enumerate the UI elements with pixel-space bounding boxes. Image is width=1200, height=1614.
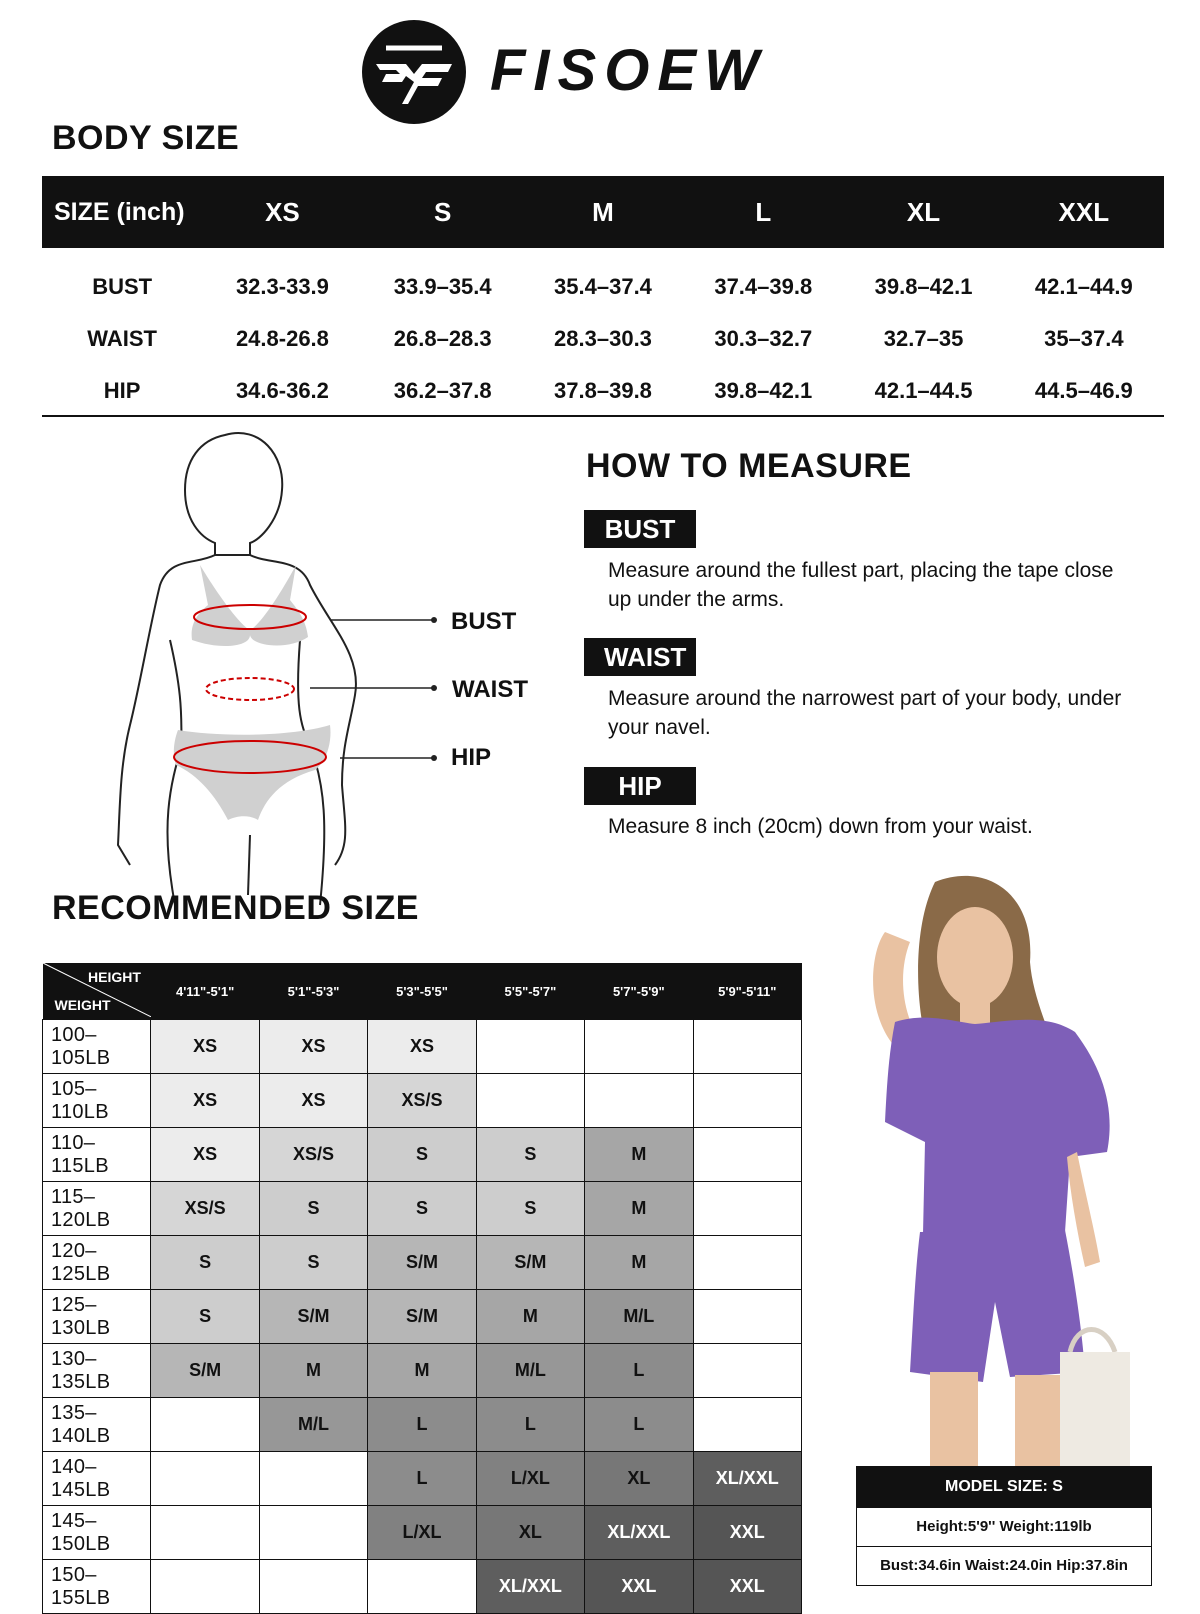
size-cell: XS xyxy=(368,1020,476,1074)
size-cell: S xyxy=(368,1128,476,1182)
weight-label: 140–145LB xyxy=(43,1452,151,1506)
size-cell: M xyxy=(259,1344,367,1398)
size-cell xyxy=(693,1236,801,1290)
table-row xyxy=(43,1074,802,1128)
table-cell: 44.5–46.9 xyxy=(1034,378,1133,403)
measure-desc-hip: Measure 8 inch (20cm) down from your waist. xyxy=(608,815,1033,838)
row-label: HIP xyxy=(103,378,141,403)
body-size-header-xl: XL xyxy=(843,176,1003,248)
table-row xyxy=(43,1128,802,1182)
row-label: BUST xyxy=(92,274,153,299)
size-cell: S xyxy=(259,1182,367,1236)
size-cell xyxy=(585,1074,693,1128)
table-cell: 36.2–37.8 xyxy=(393,378,492,403)
body-size-header-xxl: XXL xyxy=(1004,176,1164,248)
size-cell: XS xyxy=(259,1020,367,1074)
size-cell xyxy=(476,1074,584,1128)
measure-tag-hip: HIP xyxy=(584,767,696,805)
how-to-measure-title: HOW TO MEASURE xyxy=(586,447,912,485)
size-cell: L xyxy=(585,1344,693,1398)
body-size-header-m: M xyxy=(523,176,683,248)
size-cell: XL/XXL xyxy=(585,1506,693,1560)
corner-weight-label: WEIGHT xyxy=(54,997,111,1013)
table-cell: 26.8–28.3 xyxy=(393,326,492,351)
weight-label: 110–115LB xyxy=(43,1128,151,1182)
table-row xyxy=(43,1236,802,1290)
table-cell: 42.1–44.5 xyxy=(874,378,973,403)
size-cell xyxy=(693,1182,801,1236)
weight-label: 100–105LB xyxy=(43,1020,151,1074)
size-cell: XXL xyxy=(585,1560,693,1614)
size-cell: XS xyxy=(151,1020,259,1074)
size-cell: M xyxy=(585,1128,693,1182)
size-cell xyxy=(151,1398,259,1452)
size-cell: S/M xyxy=(368,1236,476,1290)
weight-label: 130–135LB xyxy=(43,1344,151,1398)
size-cell: S/M xyxy=(368,1290,476,1344)
size-cell xyxy=(151,1560,259,1614)
body-size-header-xs: XS xyxy=(202,176,362,248)
size-cell xyxy=(693,1290,801,1344)
size-cell: XS/S xyxy=(259,1128,367,1182)
table-row xyxy=(43,1290,802,1344)
table-row xyxy=(43,1020,802,1074)
size-cell: M xyxy=(585,1182,693,1236)
size-cell: XS xyxy=(151,1074,259,1128)
table-row xyxy=(43,1560,802,1614)
figure-label-hip: HIP xyxy=(451,744,492,771)
table-cell: 33.9–35.4 xyxy=(393,274,492,299)
size-cell: XS xyxy=(151,1128,259,1182)
size-cell: S xyxy=(151,1290,259,1344)
size-cell: M/L xyxy=(259,1398,367,1452)
model-height-weight: Height:5'9'' Weight:119lb xyxy=(856,1508,1152,1547)
size-cell: S/M xyxy=(151,1344,259,1398)
size-cell: S xyxy=(368,1182,476,1236)
size-cell: XXL xyxy=(693,1506,801,1560)
weight-label: 115–120LB xyxy=(43,1182,151,1236)
height-header: 5'7"-5'9" xyxy=(585,963,693,1020)
model-photo xyxy=(815,872,1165,1466)
size-cell: XL xyxy=(585,1452,693,1506)
row-label: WAIST xyxy=(87,326,157,351)
size-cell: L xyxy=(368,1398,476,1452)
table-cell: 24.8-26.8 xyxy=(235,326,329,351)
size-cell xyxy=(693,1074,801,1128)
table-cell: 37.4–39.8 xyxy=(714,274,813,299)
size-cell xyxy=(259,1452,367,1506)
recommended-size-title: RECOMMENDED SIZE xyxy=(52,889,419,927)
table-corner-header xyxy=(43,963,151,1020)
size-cell xyxy=(259,1560,367,1614)
body-measure-figure xyxy=(100,425,560,915)
table-row xyxy=(42,248,1164,313)
measure-desc-bust: Measure around the fullest part, placing the tape close up under the arms. xyxy=(608,559,1114,611)
size-cell: XL xyxy=(476,1506,584,1560)
body-size-header-l: L xyxy=(683,176,843,248)
size-cell: L xyxy=(476,1398,584,1452)
table-cell: 34.6-36.2 xyxy=(235,378,329,403)
model-measurements: Bust:34.6in Waist:24.0in Hip:37.8in xyxy=(856,1547,1152,1586)
body-size-header-label: SIZE (inch) xyxy=(42,176,202,248)
size-cell: S xyxy=(259,1236,367,1290)
weight-label: 105–110LB xyxy=(43,1074,151,1128)
model-size-title: MODEL SIZE: S xyxy=(856,1466,1152,1508)
weight-label: 150–155LB xyxy=(43,1560,151,1614)
size-cell: M xyxy=(476,1290,584,1344)
size-cell: M xyxy=(368,1344,476,1398)
size-cell: M xyxy=(585,1236,693,1290)
size-cell: S xyxy=(476,1128,584,1182)
table-row xyxy=(43,1506,802,1560)
table-cell: 39.8–42.1 xyxy=(874,274,973,299)
size-cell xyxy=(693,1128,801,1182)
height-header: 5'1"-5'3" xyxy=(259,963,367,1020)
corner-height-label: HEIGHT xyxy=(88,969,141,985)
size-cell: M/L xyxy=(476,1344,584,1398)
measure-tag-bust: BUST xyxy=(584,510,696,548)
height-header: 5'5"-5'7" xyxy=(476,963,584,1020)
size-cell: S xyxy=(151,1236,259,1290)
size-cell: S/M xyxy=(259,1290,367,1344)
table-cell: 37.8–39.8 xyxy=(554,378,652,403)
measure-tag-waist: WAIST xyxy=(584,638,696,676)
size-cell xyxy=(693,1344,801,1398)
size-cell xyxy=(585,1020,693,1074)
height-header: 5'3"-5'5" xyxy=(368,963,476,1020)
model-size-box xyxy=(856,1466,1152,1586)
weight-label: 125–130LB xyxy=(43,1290,151,1344)
table-row xyxy=(43,1182,802,1236)
size-cell: XS xyxy=(259,1074,367,1128)
weight-label: 145–150LB xyxy=(43,1506,151,1560)
size-cell: L/XL xyxy=(368,1506,476,1560)
size-cell xyxy=(151,1506,259,1560)
recommended-size-table xyxy=(42,963,802,1614)
table-cell: 42.1–44.9 xyxy=(1034,274,1133,299)
size-cell: L xyxy=(585,1398,693,1452)
figure-label-waist: WAIST xyxy=(452,676,528,703)
table-row xyxy=(43,1344,802,1398)
brand-name: FISOEW xyxy=(490,38,767,103)
brand-logo-icon xyxy=(362,20,466,124)
size-cell: S xyxy=(476,1182,584,1236)
table-cell: 28.3–30.3 xyxy=(554,326,652,351)
height-header: 4'11"-5'1" xyxy=(151,963,259,1020)
table-row xyxy=(43,1398,802,1452)
size-cell: XXL xyxy=(693,1560,801,1614)
table-cell: 32.7–35 xyxy=(883,326,964,351)
table-row xyxy=(42,313,1164,365)
size-cell xyxy=(368,1560,476,1614)
body-size-title: BODY SIZE xyxy=(52,119,240,157)
size-cell xyxy=(693,1020,801,1074)
weight-label: 120–125LB xyxy=(43,1236,151,1290)
table-cell: 32.3-33.9 xyxy=(235,274,329,299)
table-row xyxy=(43,1452,802,1506)
size-cell: L/XL xyxy=(476,1452,584,1506)
table-cell: 39.8–42.1 xyxy=(714,378,813,403)
size-cell xyxy=(259,1506,367,1560)
size-cell: XL/XXL xyxy=(693,1452,801,1506)
height-header: 5'9"-5'11" xyxy=(693,963,801,1020)
weight-label: 135–140LB xyxy=(43,1398,151,1452)
table-cell: 35–37.4 xyxy=(1044,326,1124,351)
size-cell xyxy=(693,1398,801,1452)
size-cell: XL/XXL xyxy=(476,1560,584,1614)
body-size-table xyxy=(42,176,1164,426)
table-cell: 35.4–37.4 xyxy=(554,274,652,299)
size-cell: L xyxy=(368,1452,476,1506)
measure-desc-waist: Measure around the narrowest part of your body, under your navel. xyxy=(608,687,1122,739)
size-cell: XS/S xyxy=(368,1074,476,1128)
size-cell xyxy=(476,1020,584,1074)
body-size-header-s: S xyxy=(363,176,523,248)
size-cell: M/L xyxy=(585,1290,693,1344)
size-cell: XS/S xyxy=(151,1182,259,1236)
figure-label-bust: BUST xyxy=(451,608,517,635)
divider xyxy=(42,415,1164,417)
size-cell: S/M xyxy=(476,1236,584,1290)
table-cell: 30.3–32.7 xyxy=(714,326,813,351)
size-cell xyxy=(151,1452,259,1506)
